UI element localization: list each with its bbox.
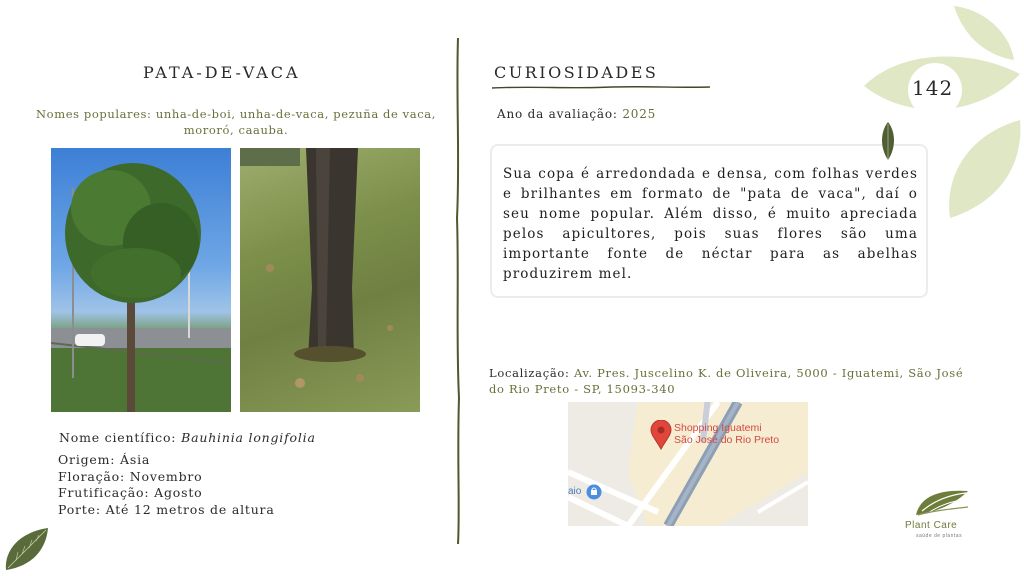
fact-fruiting: Frutificação: Agosto [58, 485, 203, 500]
plant-facts [58, 452, 275, 518]
popular-names [30, 106, 442, 138]
location-label: Localização: [489, 366, 570, 380]
vertical-divider [455, 38, 461, 544]
page-number: 142 [912, 76, 954, 100]
tree-photo-illustration [51, 148, 231, 412]
map-side-label: aio [568, 486, 582, 497]
brand-tagline: saúde de plantas [916, 533, 963, 539]
evaluation-year [497, 107, 656, 121]
map-place-line1: Shopping Iguatemi [674, 422, 762, 434]
trunk-photo [240, 148, 420, 412]
tree-photo [51, 148, 231, 412]
map-pin-icon[interactable] [650, 420, 672, 450]
scientific-name-value: Bauhinia longifolia [181, 430, 316, 445]
map-background [568, 402, 808, 526]
plant-title: PATA-DE-VACA [143, 63, 301, 82]
evaluation-year-label: Ano da avaliação: [497, 107, 618, 121]
trunk-photo-illustration [240, 148, 420, 412]
plant-care-logo-icon [914, 487, 970, 517]
fact-origin: Origem: Ásia [58, 452, 151, 467]
map-place-line2: São José do Rio Preto [674, 434, 780, 446]
popular-names-value: unha-de-boi, unha-de-vaca, pezuña de vaca, mororó, caauba. [155, 107, 436, 137]
curiosities-underline [492, 85, 710, 90]
shopping-bag-icon[interactable] [586, 484, 602, 500]
scientific-name [59, 430, 316, 445]
leaf-icon-bottom-left [2, 526, 52, 572]
fact-flowering: Floração: Novembro [58, 468, 203, 484]
brand-name: Plant Care [905, 520, 958, 531]
scientific-name-label: Nome científico: [59, 430, 177, 445]
decorative-leaves [860, 4, 1024, 224]
location-map[interactable] [568, 402, 808, 526]
location [489, 366, 979, 397]
curiosities-title: CURIOSIDADES [494, 63, 659, 82]
location-value: Av. Pres. Juscelino K. de Oliveira, 5000 - Iguatemi, São José do Rio Preto - SP, 15093-340 [489, 366, 964, 396]
fact-size: Porte: Até 12 metros de altura [58, 501, 275, 517]
popular-names-label: Nomes populares: [36, 107, 152, 121]
evaluation-year-value: 2025 [622, 107, 657, 121]
map-place-label [674, 422, 779, 446]
curiosity-text: Sua copa é arredondada e densa, com folhas verdes e brilhantes em formato de "pata de vaca", daí o seu nome popular. Além disso, é muito apreciada pelos apicultores, pois suas flores são uma importante fonte de néctar para as abelhas produzirem mel. [503, 166, 918, 282]
